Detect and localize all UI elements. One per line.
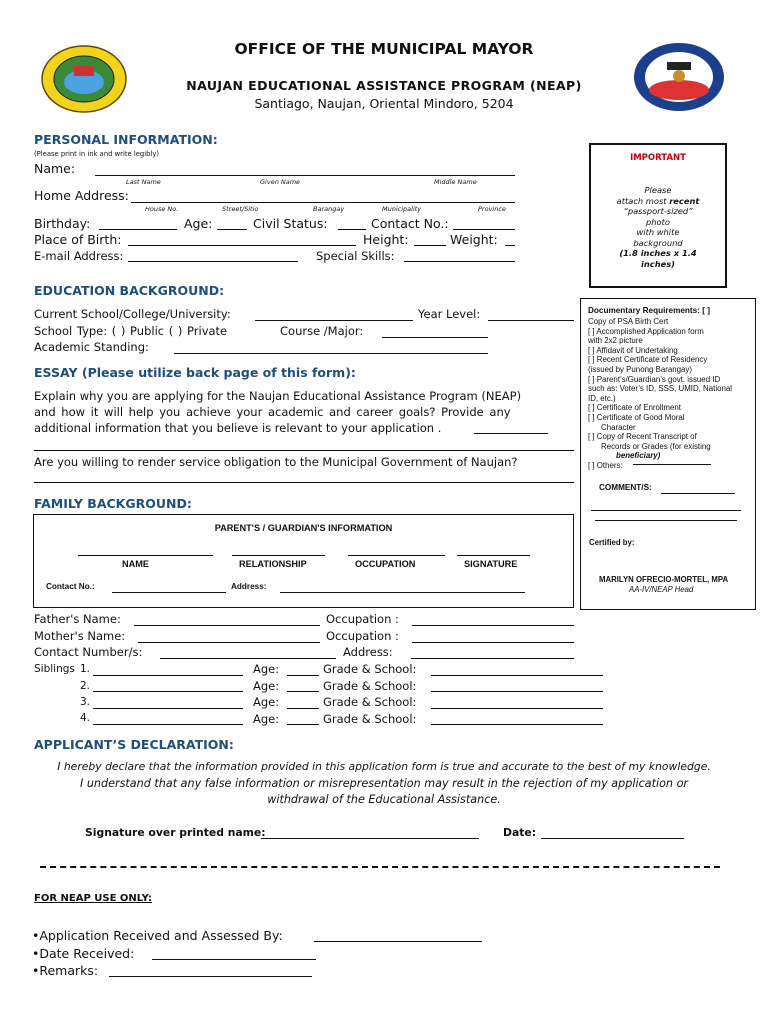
weight-label: Weight:: [450, 232, 498, 247]
requirements-title: Documentary Requirements: [ ]: [588, 306, 710, 315]
office-title: OFFICE OF THE MUNICIPAL MAYOR: [234, 40, 534, 58]
assessed-by-label: •Application Received and Assessed By:: [32, 928, 283, 943]
date-received-field[interactable]: [152, 959, 316, 960]
photo-note-4: photo: [646, 216, 670, 227]
req-item: [ ] Certificate of Enrollment: [588, 403, 681, 413]
father-field[interactable]: [134, 625, 320, 626]
req-item: beneficiary): [616, 451, 661, 461]
height-label: Height:: [363, 232, 409, 247]
sibling-name-field[interactable]: [93, 675, 243, 676]
comment-label: COMMENT/S:: [599, 483, 652, 492]
photo-note-7: (1.8 inches x 1.4: [619, 248, 697, 258]
education-heading: EDUCATION BACKGROUND:: [34, 283, 225, 298]
contact-no-field[interactable]: [453, 229, 515, 230]
sibling-school-label: Grade & School:: [323, 679, 417, 693]
guardian-occupation-field[interactable]: [348, 555, 445, 556]
req-item: [ ] Recent Certificate of Residency: [588, 355, 708, 365]
email-field[interactable]: [128, 261, 298, 262]
guardian-relationship-field[interactable]: [232, 555, 325, 556]
guardian-box-title: PARENT'S / GUARDIAN'S INFORMATION: [214, 523, 393, 533]
guardian-address-field[interactable]: [280, 592, 525, 593]
service-answer-line[interactable]: [34, 482, 574, 483]
civil-status-field[interactable]: [338, 229, 366, 230]
sibling-name-field[interactable]: [93, 708, 243, 709]
birthday-field[interactable]: [99, 229, 177, 230]
special-skills-label: Special Skills:: [316, 249, 395, 263]
declaration-text-1: I hereby declare that the information provided in this application form is true and accurate to the best of my knowledge.: [57, 760, 711, 773]
birthday-label: Birthday:: [34, 216, 91, 231]
sibling-school-field[interactable]: [431, 675, 603, 676]
sibling-school-field[interactable]: [431, 708, 603, 709]
certified-label: Certified by:: [589, 538, 635, 547]
service-question: Are you willing to render service obligation to the Municipal Government of Naujan?: [34, 455, 518, 469]
comment-line-3[interactable]: [595, 520, 737, 521]
academic-standing-field[interactable]: [174, 353, 488, 354]
sibling-name-field[interactable]: [93, 724, 243, 725]
req-item: [ ] Accomplished Application form: [588, 326, 704, 336]
remarks-field[interactable]: [109, 976, 312, 977]
photo-note-8: inches): [641, 258, 675, 269]
current-school-field[interactable]: [255, 320, 413, 321]
guardian-contact-label: Contact No.:: [46, 582, 95, 591]
email-label: E-mail Address:: [34, 249, 124, 263]
req-item: ID, etc.): [588, 393, 616, 403]
academic-standing-label: Academic Standing:: [34, 340, 149, 354]
mother-field[interactable]: [138, 642, 320, 643]
req-item: [ ] Copy of Recent Transcript of: [588, 432, 697, 442]
age-label: Age:: [184, 216, 213, 231]
sibling-school-field[interactable]: [431, 691, 603, 692]
last-name-caption: Last Name: [126, 178, 161, 186]
civil-status-label: Civil Status:: [253, 216, 328, 231]
program-title: NAUJAN EDUCATIONAL ASSISTANCE PROGRAM (NEAP): [186, 78, 582, 93]
house-no-caption: House No.: [145, 205, 179, 213]
school-type-label: School Type: ( ) Public ( ) Private: [34, 324, 228, 338]
sibling-number: 1.: [80, 663, 91, 675]
sibling-age-field[interactable]: [287, 708, 319, 709]
current-school-label: Current School/College/University:: [34, 307, 231, 321]
weight-field[interactable]: [505, 245, 515, 246]
height-field[interactable]: [414, 245, 446, 246]
req-item: [ ] Certificate of Good Moral: [588, 412, 685, 422]
name-label: Name:: [34, 161, 76, 176]
photo-note-5: with white: [636, 227, 680, 237]
guardian-signature-field[interactable]: [457, 555, 530, 556]
essay-answer-line[interactable]: [474, 433, 548, 434]
program-address: Santiago, Naujan, Oriental Mindoro, 5204: [254, 96, 514, 111]
place-of-birth-label: Place of Birth:: [34, 232, 122, 247]
essay-answer-line-2[interactable]: [34, 450, 574, 451]
sibling-age-field[interactable]: [287, 691, 319, 692]
office-use-heading: FOR NEAP USE ONLY:: [34, 893, 152, 904]
family-heading: FAMILY BACKGROUND:: [34, 496, 192, 511]
requirements-box: [580, 298, 756, 610]
important-heading: IMPORTANT: [630, 153, 686, 163]
age-field[interactable]: [217, 229, 247, 230]
course-label: Course /Major:: [280, 324, 364, 338]
comment-line-2[interactable]: [591, 510, 741, 511]
req-item: with 2x2 picture: [588, 336, 643, 346]
guardian-contact-field[interactable]: [112, 592, 226, 593]
family-address-label: Address:: [343, 645, 393, 659]
place-of-birth-field[interactable]: [128, 245, 356, 246]
comment-field[interactable]: [661, 493, 735, 494]
col-occupation: OCCUPATION: [355, 559, 416, 569]
province-caption: Province: [478, 205, 506, 213]
req-item: such as: Voter’s ID, SSS, UMID, National: [588, 384, 732, 394]
essay-prompt-2: and how it will help you achieve your academic and career goals? Provide any: [34, 405, 511, 419]
signature-label: Signature over printed name:: [85, 826, 266, 839]
sibling-age-label: Age:: [253, 662, 280, 676]
middle-name-caption: Middle Name: [434, 178, 477, 186]
col-relationship: RELATIONSHIP: [239, 559, 307, 569]
barangay-caption: Barangay: [313, 205, 345, 213]
guardian-name-field[interactable]: [78, 555, 213, 556]
sibling-school-field[interactable]: [431, 724, 603, 725]
cut-line: [40, 866, 720, 868]
req-item: [ ] Parent’s/Guardian’s govt. issued ID: [588, 374, 721, 384]
photo-box: [589, 143, 727, 288]
father-occupation-label: Occupation :: [326, 612, 399, 626]
photo-note-3: “passport-sized”: [623, 206, 693, 216]
photo-note-6: background: [633, 237, 683, 248]
sibling-number: 2.: [80, 680, 91, 692]
photo-note-2: attach most recent: [616, 195, 700, 206]
req-item: [ ] Affidavit of Undertaking: [588, 345, 678, 355]
declaration-text-3: withdrawal of the Educational Assistance.: [267, 793, 501, 806]
essay-prompt-3: additional information that you believe is relevant to your application .: [34, 421, 442, 435]
sibling-school-label: Grade & School:: [323, 662, 417, 676]
print-note: (Please print in ink and write legibly): [34, 150, 159, 158]
req-item: Records or Grades (for existing: [601, 441, 711, 451]
mother-label: Mother's Name:: [34, 629, 126, 643]
col-name: NAME: [122, 559, 150, 569]
req-item: Copy of PSA Birth Cert: [588, 317, 669, 326]
sibling-school-label: Grade & School:: [323, 712, 417, 726]
home-address-field[interactable]: [131, 202, 515, 203]
personal-info-heading: PERSONAL INFORMATION:: [34, 132, 218, 147]
others-field[interactable]: [633, 464, 711, 465]
contact-numbers-field[interactable]: [160, 658, 336, 659]
mother-occupation-field[interactable]: [412, 642, 574, 643]
father-label: Father's Name:: [34, 612, 121, 626]
street-caption: Street/Sitio: [222, 205, 259, 213]
date-received-label: •Date Received:: [32, 946, 135, 961]
special-skills-field[interactable]: [404, 261, 515, 262]
signature-field[interactable]: [261, 838, 479, 839]
mother-occupation-label: Occupation :: [326, 629, 399, 643]
photo-note-1: Please: [644, 185, 672, 195]
guardian-box: [33, 514, 574, 608]
name-field[interactable]: [95, 175, 515, 176]
sibling-age-label: Age:: [253, 712, 280, 726]
req-item: (issued by Punong Barangay): [588, 364, 692, 374]
sibling-number: 4.: [80, 712, 91, 724]
remarks-label: •Remarks:: [32, 963, 99, 978]
essay-heading: ESSAY (Please utilize back page of this form):: [34, 365, 356, 380]
sibling-number: 3.: [80, 696, 91, 708]
assessed-by-field[interactable]: [314, 941, 482, 942]
sibling-school-label: Grade & School:: [323, 695, 417, 709]
siblings-label: Siblings: [34, 663, 75, 675]
officer-name: MARILYN OFRECIO-MORTEL, MPA: [599, 575, 729, 584]
sibling-age-field[interactable]: [287, 724, 319, 725]
contact-numbers-label: Contact Number/s:: [34, 645, 143, 659]
req-item: Character: [601, 422, 636, 432]
course-field[interactable]: [382, 337, 488, 338]
declaration-heading: APPLICANT’S DECLARATION:: [34, 737, 234, 752]
date-field[interactable]: [541, 838, 684, 839]
sibling-age-field[interactable]: [287, 675, 319, 676]
essay-prompt-1: Explain why you are applying for the Naujan Educational Assistance Program (NEAP): [34, 389, 522, 403]
req-item: [ ] Others:: [588, 460, 623, 470]
municipality-caption: Municipality: [382, 205, 422, 213]
sibling-age-label: Age:: [253, 695, 280, 709]
guardian-address-label: Address:: [231, 582, 267, 591]
col-signature: SIGNATURE: [464, 559, 518, 569]
officer-position: AA-IV/NEAP Head: [629, 585, 694, 594]
sibling-age-label: Age:: [253, 679, 280, 693]
sibling-name-field[interactable]: [93, 691, 243, 692]
year-level-label: Year Level:: [418, 307, 481, 321]
given-name-caption: Given Name: [260, 178, 301, 186]
contact-no-label: Contact No.:: [371, 216, 449, 231]
father-occupation-field[interactable]: [412, 625, 574, 626]
home-address-label: Home Address:: [34, 188, 129, 203]
date-label: Date:: [503, 826, 537, 839]
family-address-field[interactable]: [411, 658, 574, 659]
declaration-text-2: I understand that any false information or misrepresentation may result in the rejection of my application or: [79, 777, 689, 790]
year-level-field[interactable]: [488, 320, 574, 321]
